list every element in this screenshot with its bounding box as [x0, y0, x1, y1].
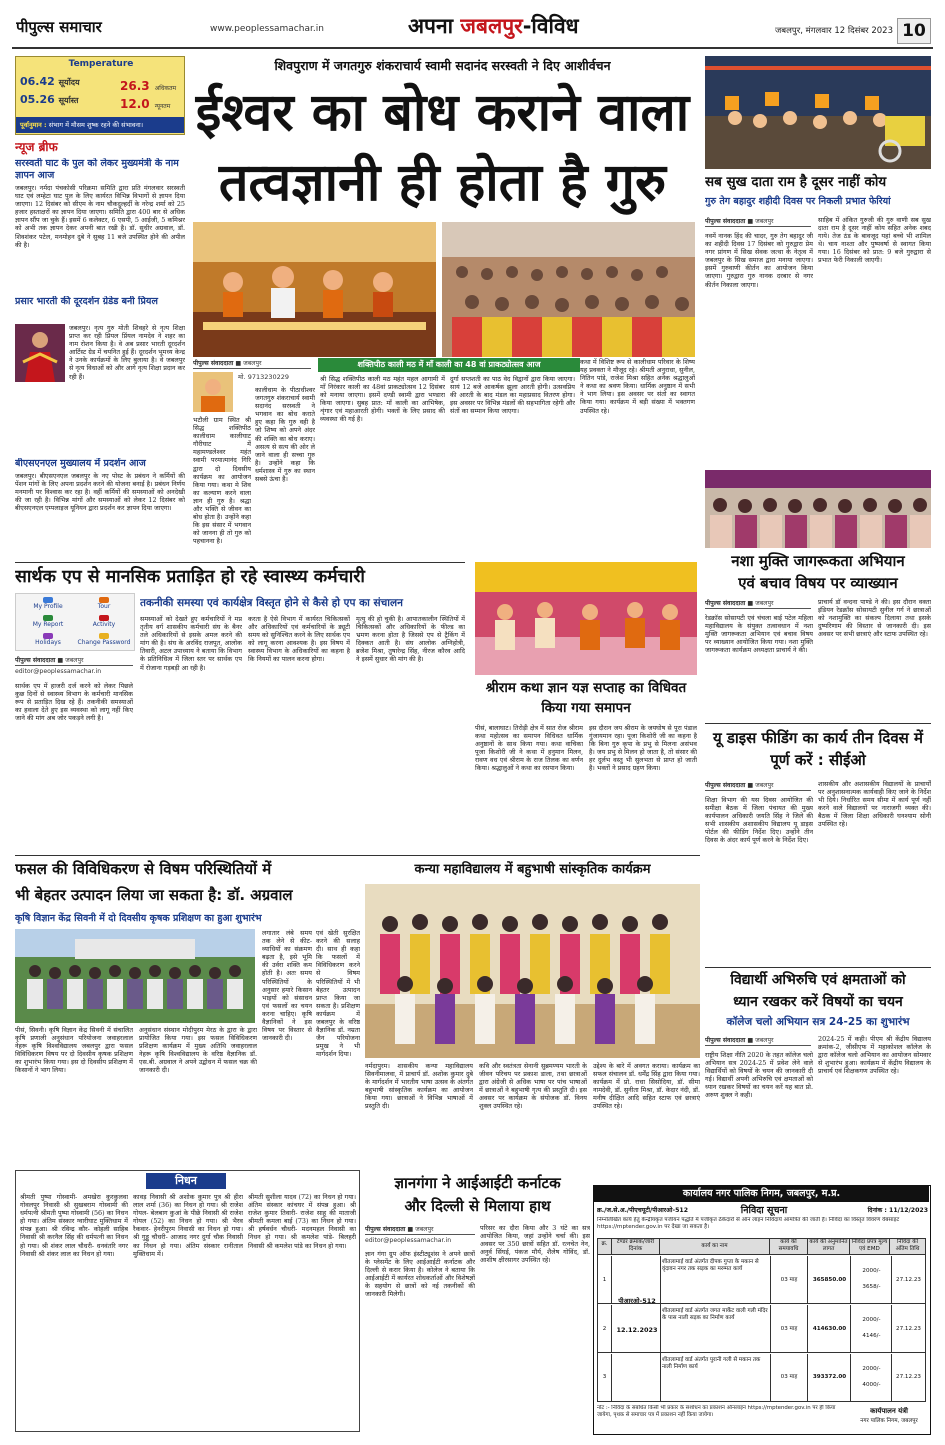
- forecast-label: पूर्वानुमान :: [20, 121, 47, 129]
- app-tile-label: Holidays: [35, 639, 61, 646]
- byline-city: जबलपुर: [65, 657, 84, 664]
- sunset-time: 05.26: [20, 93, 55, 106]
- tender-intro: निम्नलिखित कार्य हेतु केन्द्रीयकृत पंजीयन पद्धति में पंजीकृत ठेकेदारों से ऑन लाइन निविदायें आमंत्रित की जाती हैं। निविदा का विस्तृत विवरण वेबसाइट https://mptender.gov.in पर देखा जा सकता है।: [597, 1217, 900, 1230]
- th-fee: निविदा प्रपत्र मूल्य एवं EMD: [850, 1239, 890, 1254]
- drug-headline-1: नशा मुक्ति जागरूकता अभियान: [731, 552, 905, 570]
- udise-col-2: शासकीय और अशासकीय विद्यालयों के प्राचार्यों पर अनुशासनात्मक कार्यवाही किए जाने के निर्देश भी दिये। निर्धारित समय सीमा में कार्य पूर्ण नहीं करने वाले विद्यालयों पर नाराजगी व्यक्त की। बैठक में जिला शिक्षा अधिकारी घनश्याम सोनी उपस्थित रहे।: [818, 780, 931, 829]
- udise-headline: यू डाइस फीडिंग का कार्य तीन दिवस में पूर्ण करें : सीईओ: [712, 729, 924, 769]
- udise-byline: पीपुल्स संवाददाता ■ जबलपुर: [705, 780, 811, 792]
- lead-col-3: श्री सिद्ध शक्तिपीठ काली मठ महंत महल आगामी में माँ निरंकार काली का 48वां प्राकट्योत्सव 12 दिसंबर को मनाया जाएगा। इसमें दण्डी स्वामी द्वारा भण्डारा किया जाएगा। सुबह प्रात: माँ काली का आभिषेक, शृंगार एवं महाआरती होगी। भक्तों के लिए प्रसाद की व्यवस्था की गई है।: [320, 375, 445, 424]
- sunrise-time: 06.42: [20, 75, 55, 88]
- app-tile[interactable]: [20, 614, 76, 632]
- td-last: 27.12.23: [891, 1305, 925, 1353]
- min-temp: 12.0: [120, 97, 150, 111]
- college-group-photo: [365, 884, 700, 1058]
- obituary-col-3: श्रीमती सुशीला यादव (72) का निधन हो गया। अंतिम संस्कार कांचघर में संपन्न हुआ। श्री राजेश कुमार तिवारी- राजेश साहू की माताजी श्रीमती कमला बाई (73) का निधन हो गया। श्री हर्षवर्धन चौधरी- मदनमहल निवासी का निधन हो गया। श्री कमलेश पांडे- बिलहरी निवासी श्री कमलेश पांडे का निधन हो गया।: [248, 1193, 356, 1250]
- drug-byline: पीपुल्स संवाददाता ■ जबलपुर: [705, 598, 811, 610]
- byline-reporter: पीपुल्स संवाददाता: [705, 218, 746, 225]
- app-tile-label: My Profile: [33, 603, 63, 610]
- guru-col-1: नवमें नानक हिंद की चादर, गुरु तेग बहादुर जी का शहीदी दिवस 17 दिसंबर को गुरुद्वारा प्रेम नगर प्रांगण में सिख सेवक जत्था के नेतृत्व में जबलपुर के सिख समाज द्वारा मनाया जाएगा। इसमें गुरुवाणी कीर्तन का आयोजन किया जाएगा। गुरुद्वारा गुरु नानक दरबार से नगर कीर्तन निकाला जाएगा।: [705, 232, 813, 289]
- masthead: [0, 0, 945, 50]
- lead-col-2: कालीधाम के पीठाधीश्वर जगतगुरु शंकराचार्य स्वामी सदानंद सरस्वती ने भगवान का बोध कराते हुए कहा कि गुरु वही है जो शिष्य को अपने अंदर की शक्ति का बोध कराए। असत्य से सत्य की ओर ले जाने वाला ही सच्चा गुरु है। उन्होंने कहा कि धर्मशास्त्र में गुरु का स्थान सबसे ऊंचा है।: [255, 386, 315, 484]
- news-brief-item[interactable]: [15, 458, 185, 558]
- obituary-box: [15, 1170, 360, 1432]
- td-last: 27.12.23: [891, 1256, 925, 1304]
- th-no: क्र.: [598, 1239, 612, 1254]
- brief-headline: सरस्वती घाट के पुल को लेकर मुख्यमंत्री के नाम ज्ञापन आज: [15, 158, 179, 181]
- byline-city: जबलपुर: [755, 782, 774, 789]
- max-temp: 26.3: [120, 79, 150, 93]
- dateline: जबलपुर, मंगलवार 12 दिसंबर 2023: [774, 26, 893, 36]
- student-rule: [705, 967, 931, 968]
- byline-city: जबलपुर: [755, 1037, 774, 1044]
- crop-col-1: पीसं, सिवनी। कृषि विज्ञान केंद्र सिवनी में संचालित कृषि प्रणाली अनुसंधान परियोजना जवाहरलाल नेहरू कृषि विश्वविद्यालय जबलपुर द्वारा फसल विविधिकरण विषय पर दो दिवसीय कृषक प्रशिक्षण का शुभारंभ किया गया। इस दो दिवसीय प्रशिक्षण में किसानों ने भाग लिया।: [15, 1026, 133, 1075]
- lead-headline-1: ईश्वर का बोध कराने वाला: [195, 83, 690, 143]
- app-tile-label: Activity: [92, 621, 116, 628]
- signature-sub: नगर पालिक निगम, जबलपुर: [860, 1418, 918, 1424]
- news-brief-item[interactable]: [15, 296, 185, 456]
- lead-col-5: कथा में विशिष्ट रूप से कालीधाम परिवार के शिष्य यह प्रवक्ता ने मौजूद रहे। श्रीमती अनुराधा, सुनील, नितिन पांडे, राजेश मिश्रा सहित अनेक श्रद्धालुओं ने कथा का श्रवण किया। धार्मिक अनुष्ठान में सभी ने भाग लिया। इस अवसर पर संतो का स्वागत किया गया। कार्यक्रम में बड़ी संख्या में भक्तगण उपस्थित रहे।: [580, 358, 695, 415]
- lead-photo-stage: [193, 222, 436, 357]
- sunset-label: सूर्यास्त: [58, 96, 79, 105]
- app-screenshot: [15, 593, 135, 651]
- iit-col-1: ज्ञान गंगा ग्रुप ऑफ इंस्टीट्यूशंस ने अपने छात्रों के प्लेसमेंट के लिए आईआईटी कर्नाटक और दिल्ली से करार किया है। कोलेज ने बताया कि आईआईटी में कार्यरत शोधकर्ताओं और विशेषज्ञों के सहयोग से छात्रों को नई तकनीकों की जानकारी मिलेगी।: [365, 1250, 475, 1299]
- app-tile[interactable]: [20, 632, 76, 650]
- td-fee: 2000/-: [862, 1366, 881, 1372]
- iit-byline: पीपुल्स संवाददाता ■ जबलपुर: [365, 1224, 475, 1236]
- ram-katha-col-2: इस दौरान जय श्रीराम के जयघोष से पूरा पंडाल गुंजायमान रहा। पूजा किशोरी जी का कहना है कि बिना गुरु कृपा के प्रभु से मिलना असंभव है। जय प्रभु से मिलन हो जाता है, तो संसार की हर दुर्लभ वस्तु भी सुलभता से प्राप्त हो जाती है। भक्तों ने प्रसाद ग्रहण किया।: [589, 724, 697, 773]
- news-brief-label: न्यूज ब्रीफ: [15, 140, 58, 154]
- app-tile[interactable]: [76, 632, 132, 650]
- lead-phone: मो. 9713230229: [238, 373, 290, 381]
- logo-text: पीपुल्स समाचार: [16, 18, 102, 36]
- app-tile[interactable]: [76, 614, 132, 632]
- crop-training-photo: [15, 929, 255, 1023]
- drug-col-1: रेडक्रॉस सोसायटी एवं चंचला बाई पटेल महिला महाविद्यालय के संयुक्त तत्वावधान में नशा मुक्ति जागरूकता अभियान एवं बचाव विषय पर व्याख्यान आयोजित किया गया। नशा मुक्ति जागरूकता कार्यक्रम अध्यक्षता प्राचार्य ने की।: [705, 614, 813, 655]
- weather-title: Temperature: [68, 59, 134, 69]
- byline-reporter: पीपुल्स संवाददाता: [705, 600, 746, 607]
- college-headline: कन्या महाविद्यालय में बहुभाषी सांस्कृतिक कार्यक्रम: [414, 862, 651, 877]
- min-label: न्यूनतम: [154, 103, 171, 110]
- iit-headline-2: और दिल्ली से मिलाया हाथ: [404, 1197, 551, 1215]
- signature-title: कार्यपालन यंत्री: [870, 1407, 908, 1415]
- td-last: 27.12.23: [891, 1354, 925, 1401]
- student-byline: पीपुल्स संवाददाता ■ जबलपुर: [705, 1035, 811, 1047]
- crop-col-3: लगातार लंबे समय तक लेने से कीट-व्याधियों का संक्रमण बढ़ता है, इसे भूमि की उर्वरा शक्ति कम होती है। अतः समय परिस्थितियों के अनुसार हमारे किसान भाइयों को संसाधन एवं फसलों का चयन करना चाहिए। कृषि वैज्ञानिकों ने इस विषय पर विस्तार से जानकारी दी।: [262, 929, 312, 1043]
- drug-awareness-photo: [705, 470, 931, 548]
- app-col-3: करता है ऐसे विभाग में कार्यरत चिकित्सकों और अधिकारियों एवं कर्मचारियों के ड्यूटी समय को सुनिश्चित करने के लिए सार्थक एप को लागू करना आवश्यक है। इस विषय में स्वास्थ्य विभाग के अधिकारियों का कहना है कि नियमों का पालन करना होगा।: [248, 615, 350, 664]
- tender-ref: क्र./ज.से.अ./पीएचयूटी/पीआरओ-512: [597, 1207, 688, 1214]
- student-headline-2: ध्यान रखकर करें विषयों का चयन: [733, 994, 903, 1010]
- lead-col-1: भटौली ग्राम स्थित श्री सिद्ध शक्तिपीठ कालीधाम कालीघाट गौरीघाट में महामण्डलेश्वर महंत स्वामी परमात्मानंद गिरि द्वारा दो दिवसीय कार्यक्रम का आयोजन किया गया। कथा मे शिव का कल्याण करने वाला ज्ञान ही गुरु है। श्रद्धा और भक्ति से जीवन का बोध होता है। उन्होंने कहा कि इस संसार में भगवान को जानना ही तो गुरु को पहचानना है।: [193, 416, 251, 546]
- sunrise-row: [20, 75, 116, 93]
- app-col-4: मृत्यु की हो चुकी है। आपातकालीन स्थितियों में चिकित्सकों और अधिकारियों के फील्ड का भ्रमण करना होता है जिससे एप से ट्रैकिंग में दिक्कत आती है। संघ आलोक अग्निहोत्री, ब्रजेश मिश्रा, तुषारेन्द्र सिंह, नीरज कौरव आदि ने इसमें सुधार की मांग की है।: [356, 615, 465, 664]
- app-rule: [15, 562, 465, 563]
- brief-headline: बीएसएनएल मुख्यालय में प्रदर्शन आज: [15, 458, 146, 469]
- drug-headline-2: एवं बचाव विषय पर व्याख्यान: [738, 574, 898, 592]
- brief-body: जबलपुर। नर्मदा पंचकोसी परिक्रमा समिति द्वारा प्रति मंगलवार सरस्वती घाट एवं लम्हेटा घाट पुल के लिए कार्यरत विभिन्न विभागों से ज्ञापन दिया जाएगा। 12 दिसंबर को सीएम के नाम चौकदुल्हर्दी के नरेन्द्र शर्मा को 25 हजार हस्ताक्षरों का ज्ञापन दिया जाएगा। समिति द्वारा 400 बार से अधिक ज्ञापन सौंप जा चुके हैं। इसमें 6 कलेक्टर, 6 एसपी, 5 आईजी, 5 कमिश्नर को अभी तक ज्ञापन देकर अपनी बात रखी है। डॉ. सुधीर अग्रवाल, डॉ. शिवशंकर पटेल, मनमोहन दुबे ने सुबह 11 बजे उपस्थित होने की अपील की है।: [15, 184, 185, 249]
- student-col-1: राष्ट्रीय शिक्षा नीति 2020 के तहत कॉलेज चलो अभियान सत्र 2024-25 में प्रवेश लेने वाले विद्यार्थियों को विषयों के चयन की जानकारी दी गई। विद्यार्थी अपनी अभिरुचि एवं क्षमताओं को ध्यान रखकर विषयों का चयन करें यह बात प्रो. अरुण शुक्ल ने कही।: [705, 1051, 813, 1100]
- udise-rule: [705, 723, 931, 724]
- crop-headline-2: भी बेहतर उत्पादन लिया जा सकता है: डॉ. अग्रवाल: [15, 886, 293, 904]
- lead-col-4: दुर्गा सप्तशती का पाठ वेद विद्वानों द्वारा किया जाएगा। सायं 12 बजे आकर्षक झूला आरती होगी। उत्सवप्रिय की आरती के बाद मंडल का महाप्रसाद वितरण होगा। इस अवसर पर विभिन्न मंडलों की सहभागिता रहेगी और संतों का सम्मान किया जाएगा।: [450, 375, 575, 416]
- td-emd: 4146/-: [862, 1333, 881, 1339]
- td-fee: 2000/-: [862, 1268, 881, 1274]
- forecast-line: [16, 117, 184, 133]
- college-col-2: कवि और स्वतंत्रता सेनानी सुब्रमण्यम भारती के जीवन परिचय पर प्रकाश डाला, तथा छात्राओं द्वारा अंग्रेजी से अधिक भाषा पर पांच भाषाओं में छात्राओं ने बहुभाषी गृत्य की प्रस्तुति दी। इस अवसर पर कार्यक्रम के संयोजक डॉ. विनय शुक्ल उपस्थित रहे।: [479, 1062, 587, 1111]
- th-cost: कार्य की अनुमानित लागत: [808, 1239, 850, 1254]
- byline-reporter: पीपुल्स संवाददाता: [365, 1226, 406, 1233]
- td-fee: 2000/-: [862, 1317, 881, 1323]
- byline-reporter: पीपुल्स संवाददाता: [15, 657, 56, 664]
- lead-byline: पीपुल्स संवाददाता ■ जबलपुर: [193, 358, 311, 370]
- tender-id: पीआरओ-512: [618, 1297, 656, 1305]
- guru-col-2: साहिब में अंकित गुरुजी की गुरु वाणी सब सुख दाता राम है दूसर नाहीं कोय सहित अनेक शबद गाये। तेज ठंड के बावजूद यहां बच्चे भी शामिल थे। चाय नाश्ता और पुष्पवर्षा से स्वागत किया गया। 16 दिसंबर को प्रात: 9 बजे गुरुद्वारा से प्रभात फेरी निकाली जाएगी।: [818, 216, 931, 265]
- td-work: शीतलामाई वार्ड अंतर्गत जगत मार्केट वाली गली मंदिर के पास नाली सड़क का निर्माण कार्य: [662, 1308, 768, 1321]
- th-period: कार्य की समयावधि: [770, 1239, 808, 1254]
- byline-city: जबलपुर: [755, 600, 774, 607]
- student-subhead: कॉलेज चलो अभियान सत्र 24-25 का शुभारंभ: [726, 1016, 910, 1028]
- tender-signature: [849, 1407, 929, 1431]
- th-work: कार्य का नाम: [660, 1239, 770, 1254]
- td-period: 03 माह: [770, 1354, 808, 1401]
- app-tile[interactable]: [76, 596, 132, 614]
- tender-table-header: [598, 1239, 925, 1255]
- tender-id-date: 12.12.2023: [616, 1326, 658, 1334]
- byline-reporter: पीपुल्स संवाददाता: [193, 360, 234, 367]
- ram-katha-col-1: पीसं, बालाघाट। तिरोड़ी क्षेत्र में सात रोज श्रीराम कथा महोत्सव का समापन विधिवत धार्मिक अनुष्ठानों के साथ किया गया। कथा वाचिका पूजा किशोरी जी ने कथा में हनुमान मिलन, रावण वध एवं श्रीराम के राज तिलक का वर्णन किया। श्रद्धालुओं ने कथा का रसपान किया।: [475, 724, 583, 773]
- masthead-rule: [12, 47, 933, 49]
- app-tile-label: Change Password: [77, 639, 131, 646]
- lead-photo-caption: शक्तिपीठ काली मठ में माँ काली का 48 वां प्राकट्योत्सव आज: [318, 358, 580, 372]
- tender-footer: नोट :- निविदा के संबंधित किसी भी प्रकार के संशोधन का प्रकाशन ऑनलाइन https://mptender.gov.in पर ही किया जायेगा, पृथक से समाचार पत्र में प्रकाशन नहीं किया जायेगा।: [597, 1405, 836, 1418]
- lead-headline-2: तत्वज्ञानी ही होता है गुरु: [218, 153, 667, 213]
- college-col-1: नर्मदापुरम। शासकीय कन्या महाविद्यालय सिवनीमालवा, में प्राचार्य डॉ. अशोक कुमार दुबे के मार्गदर्शन में भारतीय भाषा उत्सव के अंतर्गत बहुभाषी सांस्कृतिक कार्यक्रम का आयोजन किया गया। छात्राओं ने विभिन्न भाषाओं में प्रस्तुति दी।: [365, 1062, 473, 1111]
- dancer-photo: [15, 324, 65, 382]
- forecast-text: संभाग में मौसम शुष्क रहने की संभावना।: [48, 121, 144, 129]
- crop-col-2: अनुसंधान संस्थान मोदीपुरम मेरठ के द्वारा के द्वारा प्रायोजित किया गया। इस फसल विविधिकरण प्रशिक्षण कार्यक्रम में मुख्य अतिथि जवाहरलाल नेहरू कृषि विश्वविद्यालय के वरिष्ठ वैज्ञानिक डॉ. एस.बी. अग्रवाल ने अपने उद्बोधन में फसल चक्र की जानकारी दी।: [139, 1026, 257, 1075]
- app-col-2: समस्याओं को देखते हुए कर्मचारियों ने मप्र तृतीय वर्ग शासकीय कर्मचारी संघ के बैनर तले अधिकारियों से इसके अमल करने की मांग की है। संघ के अरविंद राजपूत, आलोक तिवारी, अटल उपाध्याय ने बताया कि विभाग के प्रतिनिधित्व में जिला स्तर पर सार्थक एप में रोजाना गड़बड़ी आ रही है।: [140, 615, 242, 672]
- max-label: अधिकतम: [154, 85, 177, 92]
- app-email[interactable]: editor@peoplessamachar.in: [15, 668, 102, 675]
- obituary-col-1: श्रीमती पुष्पा गोस्वामी- अमखेरा कुरकुलवा गोवलपुर निवासी श्री सुखबराम गोस्वामी की धर्मपत्नी श्रीमती पुष्पा गोस्वामी (56) का निधन हो गया। अंतिम संस्कार ग्वारीघाट मुक्तिधाम में संपन्न हुआ। श्री रविन्द्र कौर- कोहली साहिब निवासी श्री करनैल सिंह की धर्मपत्नी का निधन हो गया। श्री शंकर लाल चौधरी- धनवंतरि नगर निवासी श्री शंकर लाल का निधन हो गया।: [20, 1193, 128, 1258]
- college-col-3: उद्देश्य के बारे में अवगत कराया। कार्यक्रम का सफल संचालन डॉ. धर्मेंद्र सिंह द्वारा किया गया। कार्यक्रम में प्रो. राधा सिसोदिया, डॉ. सीमा नामदेवी, डॉ. सुनीता मिश्रा, डॉ. केदार नंदी, डॉ. मनीष दीक्षित आदि सहित स्टाफ एवं छात्राएं उपस्थित रहे।: [593, 1062, 700, 1111]
- td-period: 03 माह: [770, 1256, 808, 1304]
- guru-byline: पीपुल्स संवाददाता ■ जबलपुर: [705, 216, 811, 228]
- brief-headline: प्रसार भारती की दूरदर्शन ग्रेडेड बनी प्रियल: [15, 296, 158, 307]
- iit-headline-1: ज्ञानगंगा ने आईआईटी कर्नाटक: [394, 1174, 561, 1192]
- tender-row[interactable]: [598, 1354, 925, 1401]
- crop-col-4: एवं खेती सुरक्षित करने की सलाह दी। साथ ही कहा कि फसलों में विविधिकरण करने से विषम परिस्थितियों में भी बेहतर उत्पादन प्राप्त किया जा सकता है। प्रशिक्षण कार्यक्रम में जबलपुर के वरिष्ठ वैज्ञानिक डॉ. नम्रता जैन परियोजना प्रमुख ने भी मार्गदर्शन दिया।: [316, 929, 360, 1059]
- website-url[interactable]: www.peoplessamachar.in: [210, 24, 324, 34]
- section-title-b: जबलपुर: [460, 14, 523, 38]
- iit-col-3: परिसर का दौरा किया और 3 घंटे का सत्र आयोजित किया, जहां उन्होंने चर्चा की। इस अवसर पर 350 छात्रों सहित डॉ. रत्नचेत नेन, अनुर्व सिंघई, पंकज मौर्य, शैलेष गोविंद, डॉ. आशीष क्षीरसागर उपस्थित रहे।: [480, 1224, 590, 1265]
- section-title-a: अपना: [408, 14, 454, 38]
- page-number: 10: [897, 18, 931, 44]
- byline-city: जबलपुर: [415, 1226, 434, 1233]
- tender-office: कार्यालय नगर पालिक निगम, जबलपुर, म.प्र.: [594, 1186, 929, 1202]
- td-cost: 414630.00: [809, 1305, 851, 1353]
- byline-city: जबलपुर: [755, 218, 774, 225]
- news-brief-item[interactable]: [15, 158, 185, 293]
- td-work: शीतलामाई वार्ड अंतर्गत पुरानी गली से मकान तक नाली निर्माण कार्य: [662, 1357, 761, 1370]
- td-no: 2: [598, 1305, 612, 1353]
- byline-reporter: पीपुल्स संवाददाता: [705, 782, 746, 789]
- min-temp-row: [120, 93, 184, 111]
- td-no: 3: [598, 1354, 612, 1401]
- td-emd: 3658/-: [862, 1284, 881, 1290]
- crop-rule: [15, 855, 700, 856]
- section-title-c: -विविध: [522, 14, 579, 38]
- byline-city: जबलपुर: [243, 360, 262, 367]
- app-subhead: तकनीकी समस्या एवं कार्यक्षेत्र विस्तृत होने से कैसे हो एप का संचालन: [140, 597, 403, 609]
- obituary-title: निधन: [146, 1173, 226, 1189]
- tender-row[interactable]: [598, 1256, 925, 1304]
- td-period: 03 माह: [770, 1305, 808, 1353]
- tender-date: दिनांक : 11/12/2023: [867, 1207, 928, 1214]
- tender-notice-title: निविदा सूचना: [740, 1205, 788, 1216]
- guru-procession-photo: [705, 56, 931, 169]
- temps: [120, 75, 184, 113]
- max-temp-row: [120, 75, 184, 93]
- sunrise-label: सूर्योदय: [58, 78, 80, 87]
- td-work: शीतलामाई वार्ड अंतर्गत दीपक गुप्ता के मकान से वृंदावन नगर तक सड़क का मरम्मत कार्य: [662, 1259, 759, 1272]
- crop-headline-1: फसल की विविधिकरण से विषम परिस्थितियों में: [15, 860, 272, 878]
- app-tile-label: My Report: [32, 621, 64, 628]
- app-byline: पीपुल्स संवाददाता ■ जबलपुर: [15, 655, 133, 667]
- app-tile[interactable]: [20, 596, 76, 614]
- iit-email[interactable]: editor@peoplessamachar.in: [365, 1237, 452, 1244]
- student-col-2: 2024-25 में कही। पीएम श्री केंद्रीय विद्यालय क्रमांक-2, जीसीएफ में महाकोशल कॉलेज के द्वारा कॉलेज चलो अभियान का आयोजन सोमवार से शुभारंभ हुआ। कार्यक्रम में केंद्रीय विद्यालय के प्राचार्य एवं शिक्षकगण उपस्थित रहे।: [818, 1035, 931, 1076]
- lead-inset-portrait: [193, 372, 233, 412]
- weather-box: [15, 56, 185, 135]
- sun-times: [20, 75, 116, 113]
- lead-photo-crowd: [442, 222, 695, 357]
- td-emd: 4000/-: [862, 1382, 881, 1388]
- brief-body: जबलपुर। नृत्य गुरु मोती शिवहरे से नृत्य शिक्षा प्राप्त कर रही प्रियल प्रिंयल नामदेव ने शहर का नाम रोशन किया है। वे अब प्रसार भारती दूरदर्शन आर्टिस्ट ग्रेड में चयनित हुई हैं। दूरदर्शन भूमध्य केन्द्र ने उनके कार्यक्रमों के लिए बुलाया है। वे जबलपुर से नृत्य विधाओं को और आगे नृत्य शिक्षा प्रदान कर रही हैं।: [69, 324, 185, 381]
- obituary-col-2: कावड़ निवासी श्री अशोक कुमार पुत्र श्री हीरा लाल शर्मा (36) का निधन हो गया। श्री राजेश गोयल- बेलबाग कुआं के पीछे निवासी श्री राजेश गोयल (52) का निधन हो गया। श्री भैरव रैकवार- हेनरीपुरम निवासी का निधन हो गया। श्री गुड्डू चौधरी- आजाद नगर दुर्गा चौक निवासी का निधन हो गया। अंतिम संस्कार रानीताल मुक्तिधाम में।: [133, 1193, 243, 1258]
- ram-katha-photo: [475, 562, 697, 675]
- guru-headline: सब सुख दाता राम है दूसर नाहीं कोय: [705, 174, 887, 190]
- app-headline: सार्थक एप से मानसिक प्रताड़ित हो रहे स्वास्थ्य कर्मचारी: [15, 567, 365, 587]
- udise-col-1: शिक्षा विभाग की यस दिवस आयोजित की समीक्षा बैठक में जिला पंचायत की मुख्य कार्यपालन अधिकारी जयति सिंह ने जिले की सभी शासकीय अशासकीय विद्यालय यू डाइस पोर्टल की फीडिंग निर्देश दिए। उन्होंने तीन दिवस के अंदर कार्य पूर्ण करने के निर्देश दिए।: [705, 796, 813, 845]
- td-cost: 365850.00: [809, 1256, 851, 1304]
- section-title: [408, 13, 698, 43]
- byline-reporter: पीपुल्स संवाददाता: [705, 1037, 746, 1044]
- app-col-1: सार्थक एप में हाजरी दर्ज करने को लेकर पिछले कुछ दिनों से स्वास्थ्य विभाग के कर्मचारी मानसिक रूप से प्रताड़ित दिख रहे हैं। तकनीकी समस्याओं का हवाला देते हुए इस व्यवस्था को लागू नहीं किए जाने की मांग अब जोर पकड़ने लगी है।: [15, 682, 133, 723]
- sunset-row: [20, 93, 116, 111]
- guru-subhead: गुरु तेग बहादुर शहीदी दिवस पर निकली प्रभात फेरियां: [705, 196, 891, 207]
- th-tender: टेण्डर क्रमांक/जारी दिनांक: [612, 1239, 660, 1254]
- crop-subhead: कृषि विज्ञान केंद्र सिवनी में दो दिवसीय कृषक प्रशिक्षण का हुआ शुभारंभ: [15, 913, 262, 924]
- th-last: निविदा की अंतिम तिथि: [895, 1239, 920, 1252]
- app-icon-grid: [20, 596, 132, 650]
- drug-col-2: प्राचार्य डॉ वन्दना पाण्डे ने की। इस दौरान वक्ता इंडियन रेडक्रॉस सोसायटी सुनील गर्ग ने छात्राओं को नशामुक्ति का संकल्प दिलाया तथा इसके दुष्परिणाम की विस्तार से जानकारी दी। इस अवसर पर सभी छात्राएं और स्टाफ उपस्थित रहे।: [818, 598, 931, 639]
- tender-box: [593, 1185, 931, 1435]
- tender-table: [597, 1238, 926, 1402]
- td-cost: 393372.00: [809, 1354, 851, 1401]
- brief-body: जबलपुर। बीएसएनएल जबलपुर के नए पोस्ट के प्रबंधन ने कर्मियों की पेंशन मांगों के लिए अपना प्रदर्शन करने की योजना बनाई है। प्रबंधन निर्णय मनमानी पर विश्वास कर रहा है। वहीं कर्मियों की समस्याओं को अनदेखी की जा रही है। विभिन्न मांगों और समस्याओं को लेकर 12 दिसंबर को बीएसएनएल एम्पलाइज यूनियन द्वारा प्रदर्शन कर ज्ञापन दिया जाएगा।: [15, 472, 185, 513]
- td-no: 1: [598, 1256, 612, 1304]
- app-tile-label: Tour: [97, 603, 111, 610]
- publication-logo[interactable]: [16, 17, 146, 39]
- student-headline-1: विद्यार्थी अभिरुचि एवं क्षमताओं को: [730, 972, 906, 988]
- lead-kicker: शिवपुराण में जगतगुरु शंकराचार्य स्वामी सदानंद सरस्वती ने दिए आशीर्वचन: [274, 58, 611, 73]
- ram-katha-headline: श्रीराम कथा ज्ञान यज्ञ सप्ताह का विधिवत किया गया समापन: [485, 680, 687, 716]
- tender-row[interactable]: [598, 1305, 925, 1353]
